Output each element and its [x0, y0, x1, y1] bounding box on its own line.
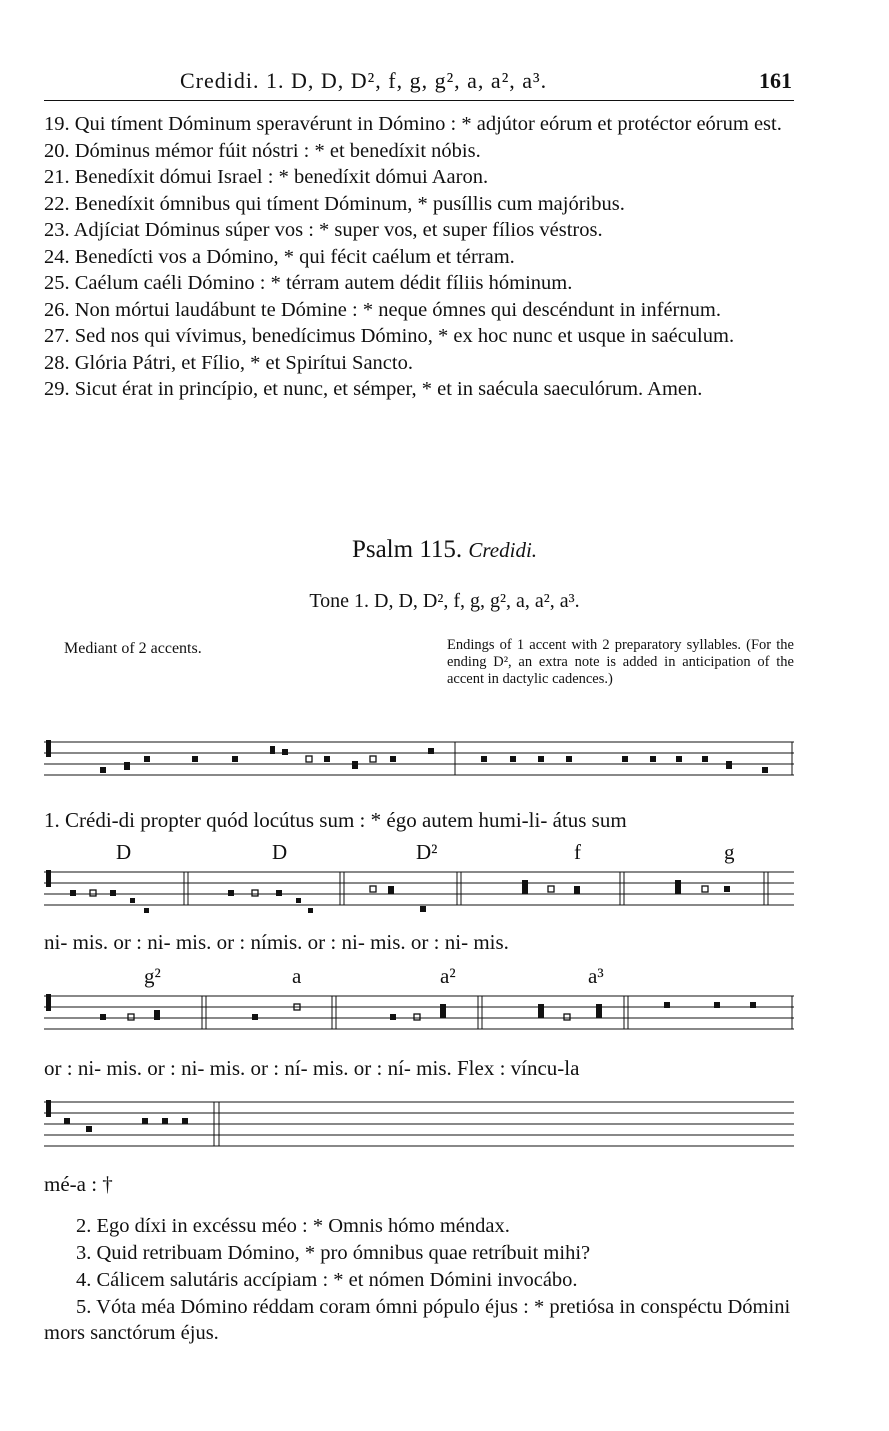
running-title: Credidi. 1. D, D, D², f, g, g², a, a², a³. — [180, 68, 548, 93]
psalm-heading — [0, 536, 889, 564]
verse-4: 4. Cálicem salutáris accípiam : * et nómen Dómini invocábo. — [76, 1269, 578, 1291]
ending-label: a² — [440, 964, 456, 988]
verse-22: 22. Benedíxit ómnibus qui tíment Dóminum, * pusíllis cum majóribus. — [44, 192, 625, 215]
verse-26: 26. Non mórtui laudábunt te Dómine : * neque ómnes qui descéndunt in inférnum. — [44, 298, 721, 321]
ending-label: g² — [144, 964, 161, 988]
clef-icon — [46, 1100, 51, 1117]
endings-note: Endings of 1 accent with 2 preparatory syllables. (For the ending D², an extra note is added in anticipation of the accent in dactylic cadences.) — [447, 637, 794, 687]
clef-icon — [46, 994, 51, 1011]
ending-labels-row-2 — [44, 964, 794, 990]
chant-staff-1 — [44, 736, 794, 786]
chant-staff-4 — [44, 1096, 794, 1150]
tone-line: Tone 1. D, D, D², f, g, g², a, a², a³. — [309, 590, 580, 612]
ending-label: D — [272, 840, 288, 864]
running-header — [44, 64, 794, 101]
ending-label: f — [574, 840, 581, 864]
ending-labels-row-1 — [44, 840, 794, 866]
chant-staff-2 — [44, 866, 794, 920]
ending-label: g — [724, 840, 735, 864]
lyric-line-4: mé-a : † — [44, 1172, 113, 1196]
lyric-line-3: or : ni- mis. or : ni- mis. or : ní- mis. or : ní- mis. Flex : víncu-la — [44, 1056, 580, 1080]
verse-21: 21. Benedíxit dómui Israel : * benedíxit dómui Aaron. — [44, 166, 489, 188]
psalm-subtitle: Credidi. — [468, 538, 538, 562]
verse-19: 19. Qui tíment Dóminum speravérunt in Dómino : * adjútor eórum et protéctor eórum est. — [44, 113, 782, 135]
verse-28: 28. Glória Pátri, et Fílio, * et Spirítui Sancto. — [44, 351, 413, 374]
verse-20: 20. Dóminus mémor fúit nóstri : * et benedíxit nóbis. — [44, 139, 481, 162]
lyric-line-2: ni- mis. or : ni- mis. or : nímis. or : ni- mis. or : ni- mis. — [44, 930, 509, 954]
ending-label: a³ — [588, 964, 604, 988]
mediant-note: Mediant of 2 accents. — [64, 640, 202, 657]
verses-bottom — [44, 1213, 796, 1347]
chant-staff-3 — [44, 990, 794, 1044]
verses-top — [44, 112, 796, 404]
clef-icon — [46, 870, 51, 887]
lyric-line-1: 1. Crédi-di propter quód locútus sum : * égo autem humi-li- átus sum — [44, 808, 627, 832]
verse-5: 5. Vóta méa Dómino réddam coram ómni pópulo éjus : * pretiósa in conspéctu Dómini mors sanctórum éjus. — [44, 1296, 791, 1344]
ending-label: D — [116, 840, 132, 864]
verse-27: 27. Sed nos qui vívimus, benedícimus Dómino, * ex hoc nunc et usque in saéculum. — [44, 325, 735, 347]
verse-29: 29. Sicut érat in princípio, et nunc, et sémper, * et in saécula saeculórum. Amen. — [44, 378, 703, 400]
verse-3: 3. Quid retribuam Dómino, * pro ómnibus quae retríbuit mihi? — [76, 1242, 591, 1264]
verse-2: 2. Ego díxi in excéssu méo : * Omnis hómo méndax. — [76, 1215, 510, 1237]
verse-25: 25. Caélum caéli Dómino : * térram autem dédit fíliis hóminum. — [44, 272, 573, 294]
clef-icon — [46, 740, 51, 757]
page-number: 161 — [759, 68, 792, 93]
verse-23: 23. Adjíciat Dóminus súper vos : * super vos, et super fílios véstros. — [44, 219, 603, 241]
ending-label: a — [292, 964, 302, 988]
verse-24: 24. Benedícti vos a Dómino, * qui fécit caélum et térram. — [44, 245, 515, 268]
psalm-title: Psalm 115. — [351, 536, 463, 563]
ending-label: D² — [416, 840, 438, 864]
